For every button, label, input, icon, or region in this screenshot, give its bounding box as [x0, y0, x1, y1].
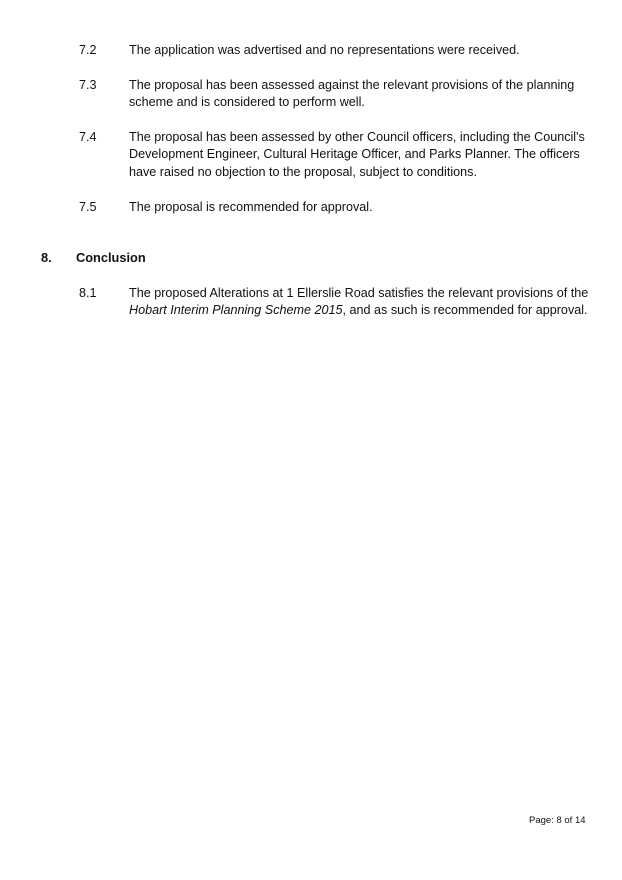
paragraph-number: 7.4	[79, 130, 97, 144]
page-number-footer: Page: 8 of 14	[529, 815, 586, 826]
paragraph-text: The proposal is recommended for approval.	[129, 200, 373, 214]
section-number: 8.	[41, 250, 52, 265]
paragraph-text: The proposal has been assessed by other Council officers, including the Council's Development Engineer, Cultural Heritage Officer, and Parks Planner. The officers have raised no objection to the proposal, subject to conditions.	[129, 130, 585, 179]
paragraph-number: 7.5	[79, 200, 97, 214]
paragraph-text: The proposal has been assessed against the relevant provisions of the planning scheme and is considered to perform well.	[129, 78, 575, 110]
paragraph-text	[129, 285, 589, 320]
paragraph-text: The application was advertised and no representations were received.	[129, 43, 520, 57]
paragraph-number: 8.1	[79, 286, 97, 300]
paragraph-text-start: The proposed Alterations at 1 Ellerslie Road satisfies the relevant provisions of the	[129, 286, 589, 300]
paragraph-number: 7.3	[79, 78, 97, 92]
scheme-name-italic: Hobart Interim Planning Scheme 2015	[129, 303, 343, 318]
paragraph-number: 7.2	[79, 43, 97, 57]
paragraph-text-end: , and as such is recommended for approval.	[342, 303, 588, 318]
section-title: Conclusion	[76, 250, 146, 265]
